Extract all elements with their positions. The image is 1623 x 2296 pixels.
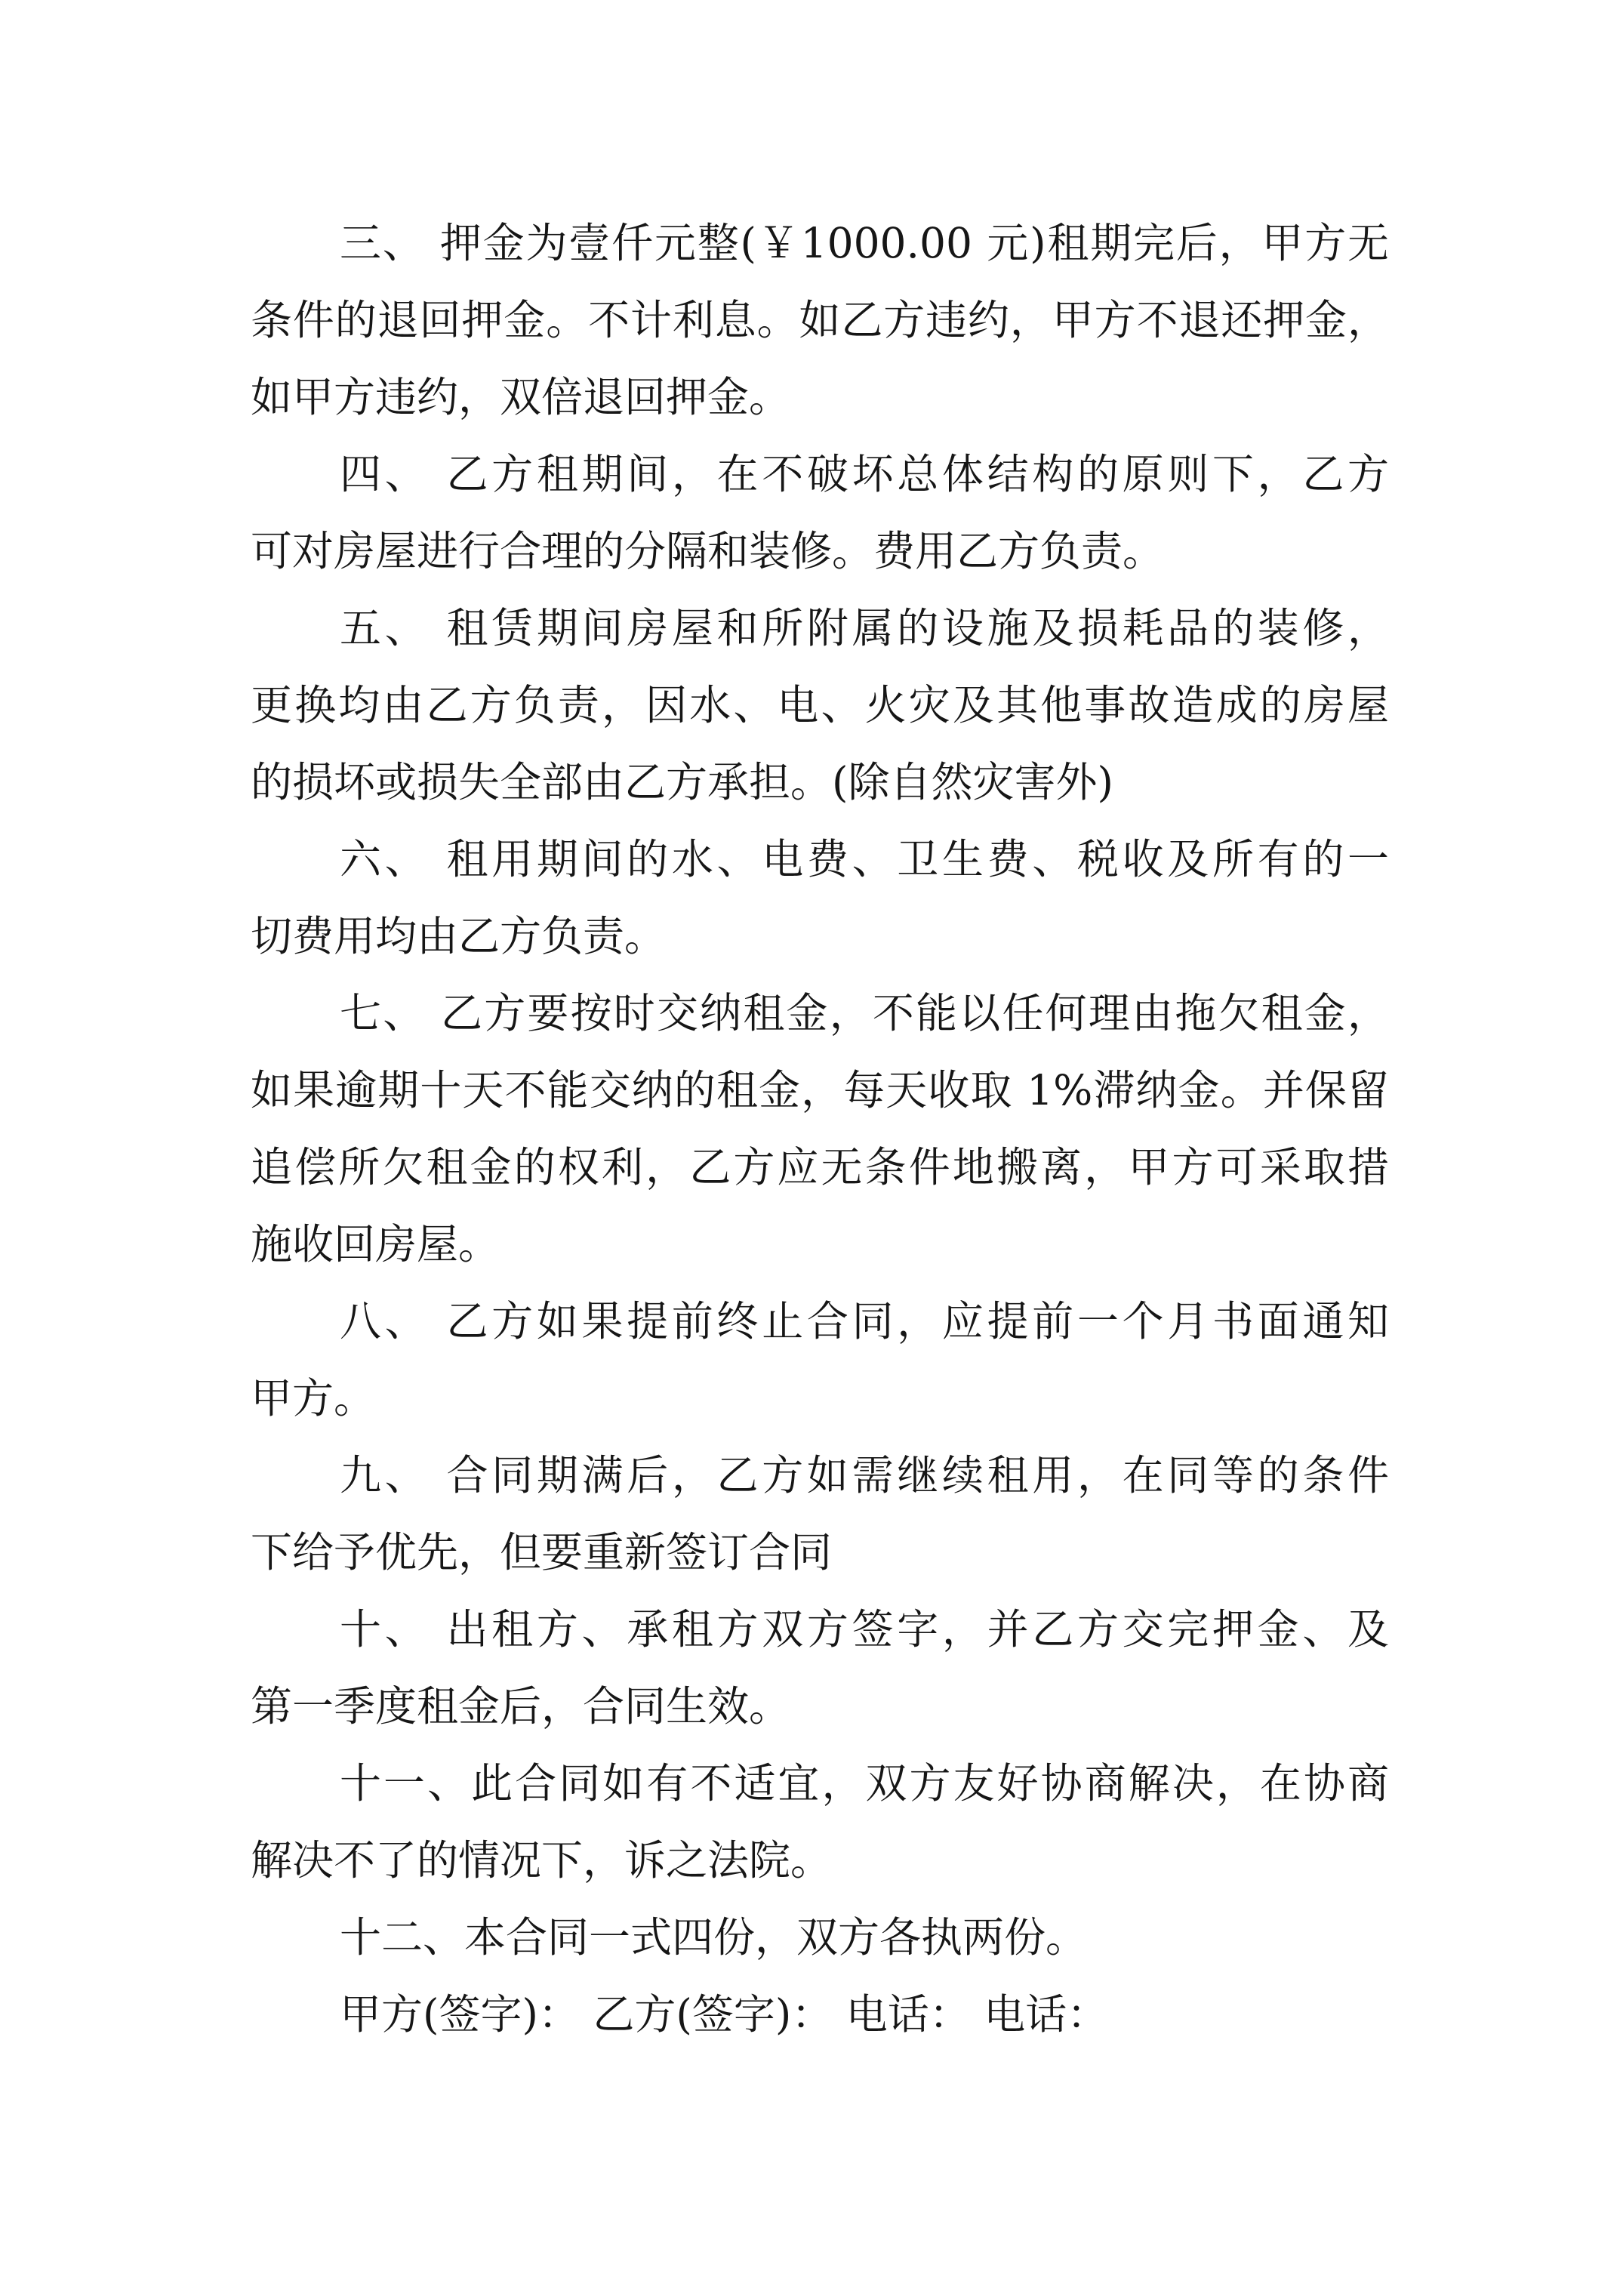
clause-7-line-3: 追偿所欠租金的权利，乙方应无条件地搬离，甲方可采取措 bbox=[251, 1143, 1389, 1191]
clause-5-line-1: 五、 租赁期间房屋和所附属的设施及损耗品的装修， bbox=[340, 604, 1389, 652]
clause-9-renewal bbox=[251, 1437, 1389, 1591]
clause-6-line-2: 切费用均由乙方负责。 bbox=[251, 912, 667, 960]
clause-4-line-1: 四、 乙方租期间，在不破坏总体结构的原则下，乙方 bbox=[340, 450, 1389, 498]
clause-12-line-1: 十二、本合同一式四份，双方各执两份。 bbox=[340, 1913, 1088, 1962]
clause-8-line-1: 八、 乙方如果提前终止合同，应提前一个月书面通知 bbox=[340, 1297, 1389, 1345]
clause-11-line-1: 十一、此合同如有不适宜，双方友好协商解决，在协商 bbox=[340, 1759, 1389, 1808]
clause-6-fees bbox=[251, 821, 1389, 975]
signature-line: 甲方(签字)： 乙方(签字)： 电话： 电话： bbox=[340, 1990, 1109, 2039]
clause-10-effectiveness bbox=[251, 1591, 1389, 1745]
clause-3-deposit bbox=[251, 205, 1389, 436]
clause-11-disputes bbox=[251, 1745, 1389, 1899]
clause-11-line-2: 解决不了的情况下，诉之法院。 bbox=[251, 1836, 833, 1885]
clause-7-rent-payment bbox=[251, 975, 1389, 1283]
clause-8-line-2: 甲方。 bbox=[251, 1374, 376, 1422]
clause-4-line-2: 可对房屋进行合理的分隔和装修。费用乙方负责。 bbox=[251, 527, 1165, 575]
clause-8-termination bbox=[251, 1283, 1389, 1437]
contract-body bbox=[251, 205, 1389, 2053]
clause-5-maintenance bbox=[251, 590, 1389, 821]
clause-9-line-1: 九、 合同期满后，乙方如需继续租用，在同等的条件 bbox=[340, 1451, 1389, 1499]
clause-9-line-2: 下给予优先，但要重新签订合同 bbox=[251, 1528, 833, 1576]
signature-section bbox=[251, 1976, 1389, 2053]
clause-5-line-3: 的损坏或损失全部由乙方承担。(除自然灾害外) bbox=[251, 758, 1113, 806]
clause-3-line-1: 三、 押金为壹仟元整(￥1000.00 元)租期完后，甲方无 bbox=[340, 219, 1389, 267]
clause-10-line-1: 十、 出租方、承租方双方签字，并乙方交完押金、及 bbox=[340, 1605, 1389, 1653]
clause-6-line-1: 六、 租用期间的水、电费、卫生费、税收及所有的一 bbox=[340, 835, 1389, 883]
clause-5-line-2: 更换均由乙方负责，因水、电、火灾及其他事故造成的房屋 bbox=[251, 681, 1389, 729]
clause-7-line-2: 如果逾期十天不能交纳的租金，每天收取 1%滞纳金。并保留 bbox=[251, 1066, 1389, 1114]
clause-10-line-2: 第一季度租金后，合同生效。 bbox=[251, 1682, 791, 1730]
clause-3-line-3: 如甲方违约，双倍退回押金。 bbox=[251, 373, 791, 421]
clause-12-copies bbox=[251, 1899, 1389, 1976]
clause-4-renovation bbox=[251, 436, 1389, 590]
clause-7-line-1: 七、 乙方要按时交纳租金，不能以任何理由拖欠租金， bbox=[340, 989, 1389, 1037]
clause-7-line-4: 施收回房屋。 bbox=[251, 1220, 500, 1268]
clause-3-line-2: 条件的退回押金。不计利息。如乙方违约，甲方不退还押金， bbox=[251, 296, 1389, 344]
